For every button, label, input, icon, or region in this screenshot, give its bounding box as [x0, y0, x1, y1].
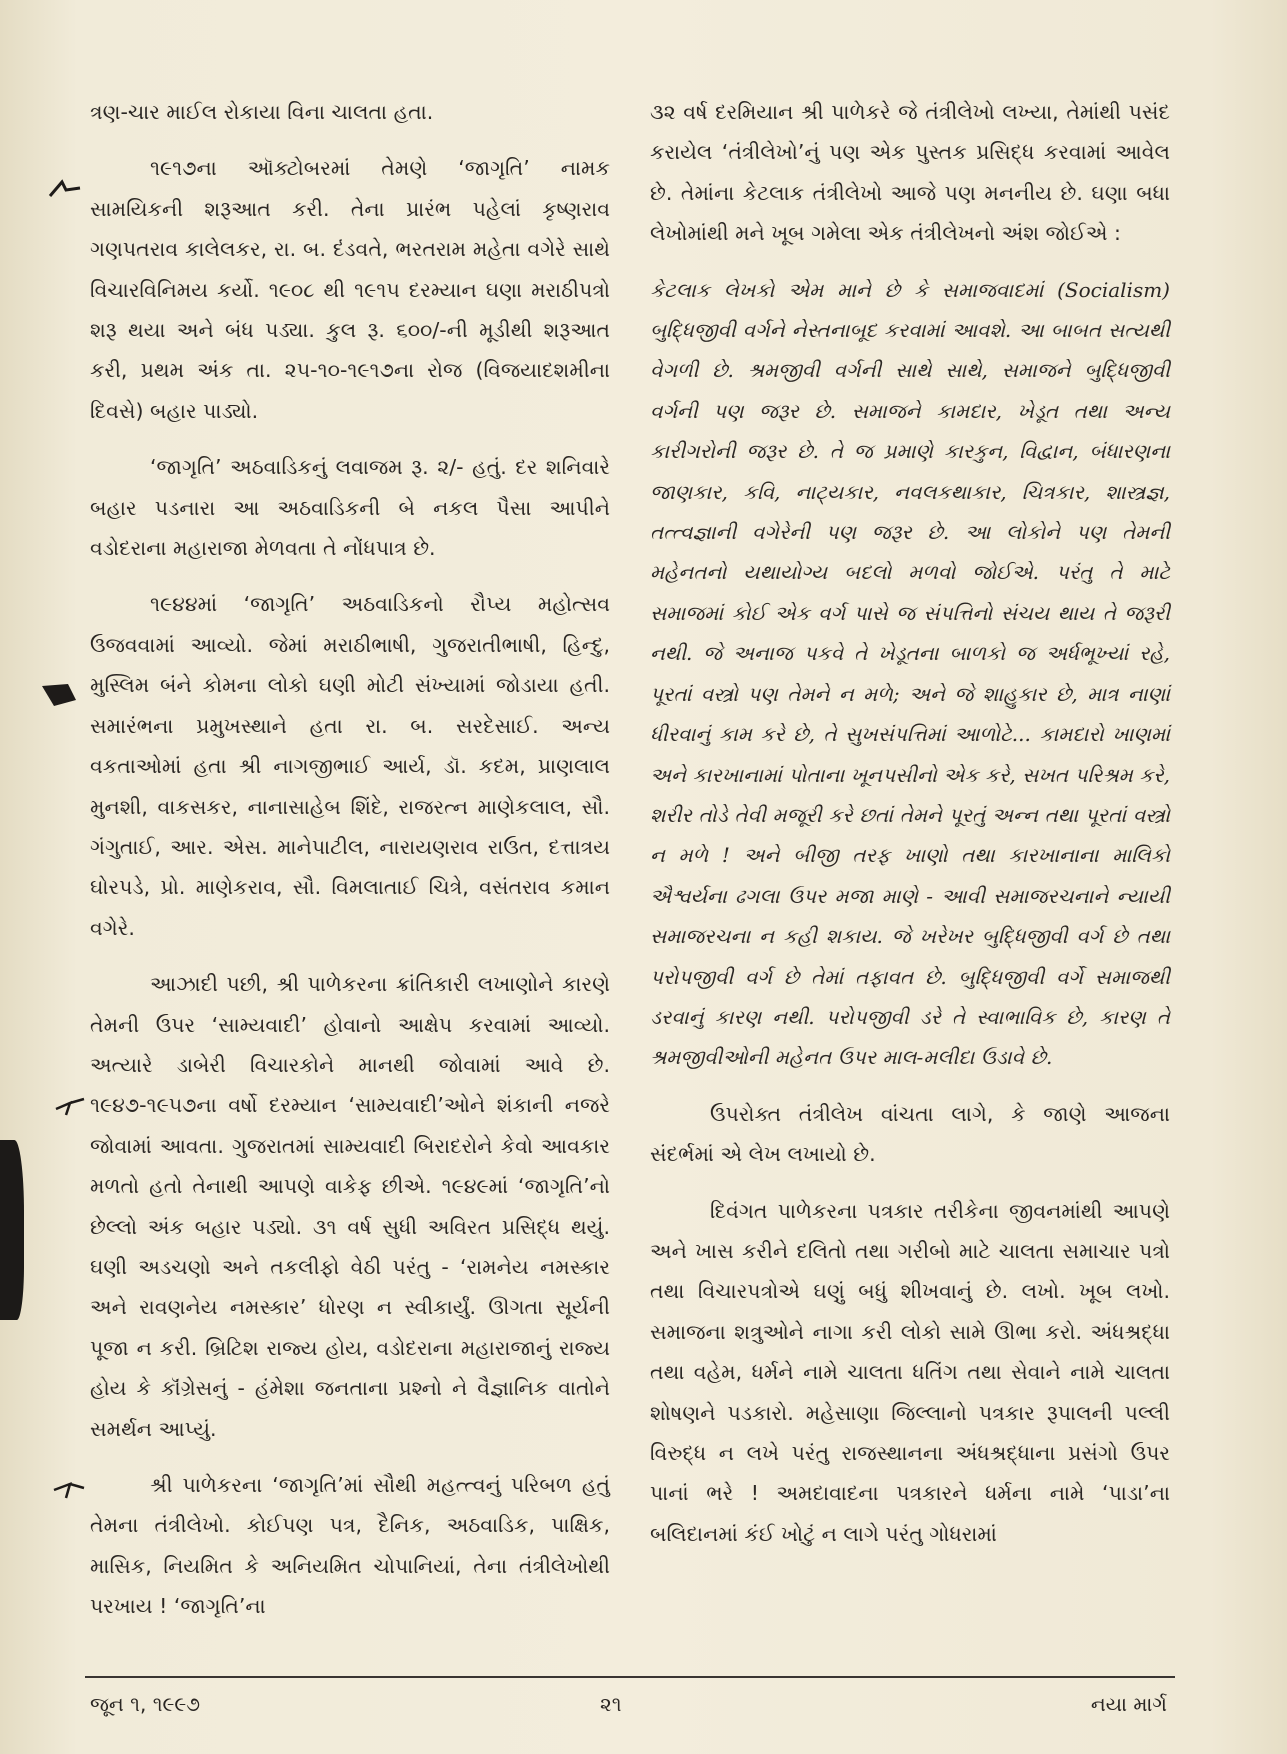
- margin-mark-icon: [48, 178, 82, 200]
- margin-mark-icon: [52, 1478, 86, 1500]
- paragraph: દિવંગત પાળેકરના પત્રકાર તરીકેના જીવનમાંથી આપણે અને ખાસ કરીને દલિતો તથા ગરીબો માટે ચાલતા સમાચાર પત્રો તથા વિચારપત્રોએ ઘણું બધું શીખવાનું છે. લખો. ખૂબ લખો. સમાજના શત્રુઓને નાગા કરી લોકો સામે ઊભા કરો. અંધશ્રદ્ધા તથા વહેમ, ધર્મને નામે ચાલતા ધતિંગ તથા સેવાને નામે ચાલતા શોષણને પડકારો. મહેસાણા જિલ્લાનો પત્રકાર રૂપાલની પલ્લી વિરુદ્ધ ન લખે પરંતુ રાજસ્થાનના અંધશ્રદ્ધાના પ્રસંગો ઉપર પાનાં ભરે ! અમદાવાદના પત્રકારને ધર્મના નામે ‘પાડા’ના બલિદાનમાં કંઈ ખોટું ન લાગે પરંતુ ગોધરામાં: [650, 1198, 1170, 1546]
- page-number: ૨૧: [600, 1692, 622, 1716]
- paragraph: ઉપરોક્ત તંત્રીલેખ વાંચતા લાગે, કે જાણે આજના સંદર્ભમાં એ લેખ લખાયો છે.: [650, 1101, 1170, 1167]
- paragraph: ત્રણ-ચાર માઈલ રોકાયા વિના ચાલતા હતા.: [90, 100, 434, 124]
- footer-date: જૂન ૧, ૧૯૯૭: [90, 1692, 201, 1716]
- footer-rule: [85, 1676, 1175, 1678]
- paragraph: ૧૯૪૪માં ‘જાગૃતિ’ અઠવાડિકનો રૌપ્ય મહોત્સવ ઉજવવામાં આવ્યો. જેમાં મરાઠીભાષી, ગુજરાતીભાષી, હિન્દુ, મુસ્લિમ બંને કોમના લોકો ઘણી મોટી સંખ્યામાં જોડાયા હતી. સમારંભના પ્રમુખસ્થાને હતા રા. બ. સરદેસાઈ. અન્ય વકતાઓમાં હતા શ્રી નાગજીભાઈ આર્ય, ડૉ. કદમ, પ્રાણલાલ મુનશી, વાકસકર, નાનાસાહેબ શિંદે, રાજરત્ન માણેકલાલ, સૌ. ગંગુતાઈ, આર. એસ. માનેપાટીલ, નારાયણરાવ રાઉત, દત્તાત્રય ઘોરપડે, પ્રો. માણેકરાવ, સૌ. વિમલાતાઈ ચિત્રે, વસંતરાવ કમાન વગેરે.: [90, 592, 610, 940]
- paragraph: શ્રી પાળેકરના ‘જાગૃતિ’માં સૌથી મહત્ત્વનું પરિબળ હતું તેમના તંત્રીલેખો. કોઈપણ પત્ર, દૈનિક, અઠવાડિક, પાક્ષિક, માસિક, નિયમિત કે અનિયમિત ચોપાનિયાં, તેના તંત્રીલેખોથી પરખાય ! ‘જાગૃતિ’ના: [90, 1473, 610, 1619]
- publication-name: નયા માર્ગ: [1090, 1692, 1167, 1716]
- paragraph: આઝાદી પછી, શ્રી પાળેકરના ક્રાંતિકારી લખાણોને કારણે તેમની ઉપર ‘સામ્યવાદી’ હોવાનો આક્ષેપ કરવામાં આવ્યો. અત્યારે ડાબેરી વિચારકોને માનથી જોવામાં આવે છે. ૧૯૪૭-૧૯૫૭ના વર્ષો દરમ્યાન ‘સામ્યવાદી’ઓને શંકાની નજરે જોવામાં આવતા. ગુજરાતમાં સામ્યવાદી બિરાદરોને કેવો આવકાર મળતો હતો તેનાથી આપણે વાકેફ છીએ. ૧૯૪૯માં ‘જાગૃતિ’નો છેલ્લો અંક બહાર પડ્યો. ૩૧ વર્ષ સુધી અવિરત પ્રસિદ્ધ થયું. ઘણી અડચણો અને તકલીફો વેઠી પરંતુ - ‘રામનેય નમસ્કાર અને રાવણનેય નમસ્કાર’ ધોરણ ન સ્વીકાર્યું. ઊગતા સૂર્યની પૂજા ન કરી. બ્રિટિશ રાજ્ય હોય, વડોદરાના મહારાજાનું રાજ્ય હોય કે કૉંગ્રેસનું - હંમેશા જનતાના પ્રશ્નો ને વૈજ્ઞાનિક વાતોને સમર્થન આપ્યું.: [90, 972, 610, 1441]
- right-column: [650, 92, 1170, 1570]
- margin-mark-icon: [40, 680, 80, 710]
- margin-mark-icon: [54, 1095, 88, 1117]
- paragraph: ૧૯૧૭ના ઑક્ટોબરમાં તેમણે ‘જાગૃતિ’ નામક સામયિકની શરૂઆત કરી. તેના પ્રારંભ પહેલાં કૃષ્ણરાવ ગણપતરાવ કાલેલકર, રા. બ. દંડવતે, ભરતરામ મહેતા વગેરે સાથે વિચારવિનિમય કર્યો. ૧૯૦૮ થી ૧૯૧૫ દરમ્યાન ઘણા મરાઠીપત્રો શરૂ થયા અને બંધ પડ્યા. કુલ રૂ. ૬૦૦/-ની મૂડીથી શરૂઆત કરી, પ્રથમ અંક તા. ૨૫-૧૦-૧૯૧૭ના રોજ (વિજયાદશમીના દિવસે) બહાર પાડ્યો.: [90, 156, 610, 423]
- page-damage: [0, 1140, 24, 1320]
- paragraph: ‘જાગૃતિ’ અઠવાડિકનું લવાજમ રૂ. ૨/- હતું. દર શનિવારે બહાર પડનારા આ અઠવાડિકની બે નકલ પૈસા આપીને વડોદરાના મહારાજા મેળવતા તે નોંધપાત્ર છે.: [90, 455, 610, 561]
- paragraph: ૩૨ વર્ષ દરમિયાન શ્રી પાળેકરે જે તંત્રીલેખો લખ્યા, તેમાંથી પસંદ કરાયેલ ‘તંત્રીલેખો’નું પણ એક પુસ્તક પ્રસિદ્ધ કરવામાં આવેલ છે. તેમાંના કેટલાક તંત્રીલેખો આજે પણ મનનીય છે. ઘણા બધા લેખોમાંથી મને ખૂબ ગમેલા એક તંત્રીલેખનો અંશ જોઈએ :: [650, 100, 1170, 246]
- editorial-quote: કેટલાક લેખકો એમ માને છે કે સમાજવાદમાં (Socialism) બુદ્ધિજીવી વર્ગને નેસ્તનાબૂદ કરવામાં આવશે. આ બાબત સત્યથી વેગળી છે. શ્રમજીવી વર્ગની સાથે સાથે, સમાજને બુદ્ધિજીવી વર્ગની પણ જરૂર છે. સમાજને કામદાર, ખેડૂત તથા અન્ય કારીગરોની જરૂર છે. તે જ પ્રમાણે કારકુન, વિદ્વાન, બંધારણના જાણકાર, કવિ, નાટ્યકાર, નવલકથાકાર, ચિત્રકાર, શાસ્ત્રજ્ઞ, તત્ત્વજ્ઞાની વગેરેની પણ જરૂર છે. આ લોકોને પણ તેમની મહેનતનો યથાયોગ્ય બદલો મળવો જોઈએ. પરંતુ તે માટે સમાજમાં કોઈ એક વર્ગ પાસે જ સંપત્તિનો સંચય થાય તે જરૂરી નથી. જે અનાજ પકવે તે ખેડૂતના બાળકો જ અર્ધભૂખ્યાં રહે, પૂરતાં વસ્ત્રો પણ તેમને ન મળે; અને જે શાહુકાર છે, માત્ર નાણાં ધીરવાનું કામ કરે છે, તે સુખસંપત્તિમાં આળોટે... કામદારો ખાણમાં અને કારખાનામાં પોતાના ખૂનપસીનો એક કરે, સખત પરિશ્રમ કરે, શરીર તોડે તેવી મજૂરી કરે છતાં તેમને પૂરતું અન્ન તથા પૂરતાં વસ્ત્રો ન મળે ! અને બીજી તરફ ખાણો તથા કારખાનાના માલિકો ઐશ્વર્યના ઢગલા ઉપર મજા માણે - આવી સમાજરચનાને ન્યાયી સમાજરચના ન કહી શકાય. જે ખરેખર બુદ્ધિજીવી વર્ગ છે તથા પરોપજીવી વર્ગ છે તેમાં તફાવત છે. બુદ્ધિજીવી વર્ગે સમાજથી ડરવાનું કારણ નથી. પરોપજીવી ડરે તે સ્વાભાવિક છે, કારણ તે શ્રમજીવીઓની મહેનત ઉપર માલ-મલીદા ઉડાવે છે.: [650, 277, 1170, 1070]
- left-column: [90, 92, 610, 1643]
